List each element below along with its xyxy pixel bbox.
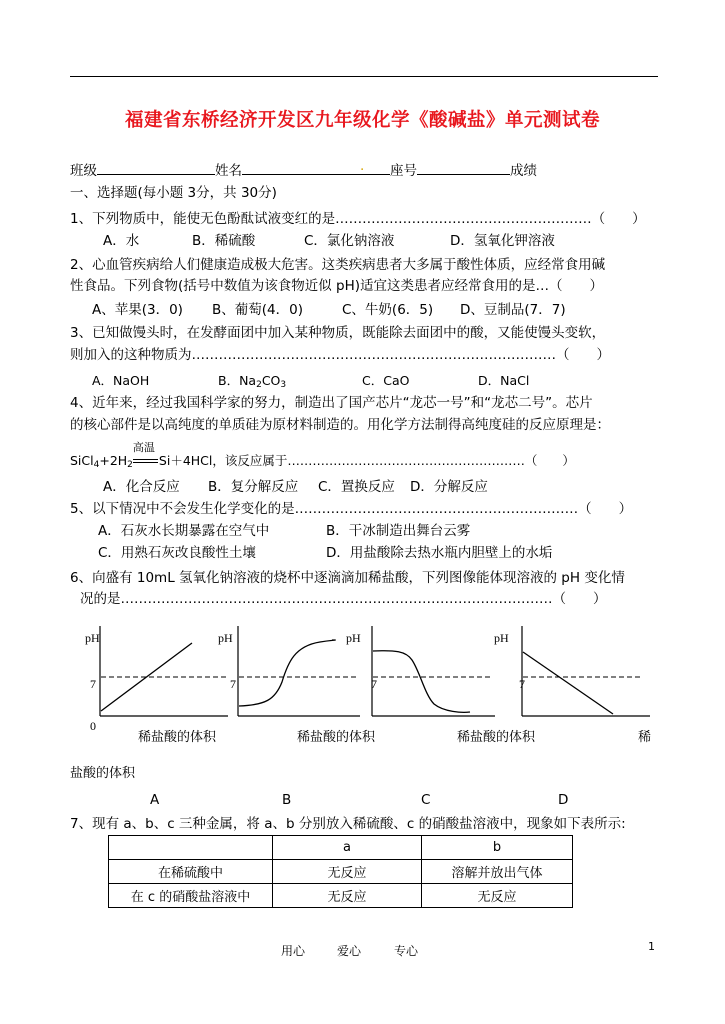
graph-a-ylabel: pH xyxy=(85,631,100,645)
score-label: 成绩 xyxy=(510,163,537,179)
q3-option-d[interactable]: D．NaCl xyxy=(478,373,530,388)
class-field[interactable] xyxy=(97,161,215,175)
table-cell: 溶解并放出气体 xyxy=(422,860,573,884)
graph-letter-d[interactable]: D xyxy=(558,792,569,808)
q3-b-sub2: 2 xyxy=(256,380,262,390)
q6-stem-line1: 6、向盛有 10mL 氢氧化钠溶液的烧杯中逐滴滴加稀盐酸，下列图像能体现溶液的 pH 变化情 xyxy=(70,570,625,586)
graph-a-xlabel: 稀盐酸的体积 xyxy=(138,730,217,745)
q4-option-c[interactable]: C．置换反应 xyxy=(318,479,395,495)
stray-dot: . xyxy=(360,158,365,174)
eq-sicl: SiCl xyxy=(70,453,94,468)
q3-option-c[interactable]: C．CaO xyxy=(362,373,410,388)
observation-table xyxy=(108,835,573,908)
q7-stem: 7、现有 a、b、c 三种金属，将 a、b 分别放入稀硫酸、c 的硝酸盐溶液中，现象如下表所示: xyxy=(70,816,626,832)
table-row xyxy=(109,884,573,908)
q3-option-b[interactable] xyxy=(218,371,286,390)
graph-a[interactable] xyxy=(85,626,228,730)
graph-d[interactable] xyxy=(494,626,650,716)
graph-c-seven: 7 xyxy=(371,677,377,691)
section-heading: 一、选择题(每小题 3分，共 30分) xyxy=(70,185,277,201)
q4-option-a[interactable]: A．化合反应 xyxy=(103,479,180,495)
class-label: 班级 xyxy=(70,163,97,179)
eq-sub2: 2 xyxy=(127,460,133,470)
q2-stem-line2: 性食品。下列食物(括号中数值为该食物近似 pH)适宜这类患者应经常食用的是…（ ） xyxy=(70,278,604,294)
q3-stem-line1: 3、已知做馒头时，在发酵面团中加入某种物质，既能除去面团中的酸，又能使馒头变软， xyxy=(70,325,606,341)
graph-c-xlabel: 稀盐酸的体积 xyxy=(457,730,536,745)
q2-option-c[interactable]: C、牛奶(6．5) xyxy=(342,302,434,318)
graph-d-xlabel-end: 盐酸的体积 xyxy=(70,766,136,781)
q1-stem: 1、下列物质中，能使无色酚酞试液变红的是…………………………………………………（ ） xyxy=(70,211,646,227)
table-cell: 在稀硫酸中 xyxy=(109,860,273,884)
eq-right: Si＋4HCl，该反应属于…………………………………………………（ ） xyxy=(158,453,575,468)
table-header-row xyxy=(109,836,573,860)
q2-stem-line1: 2、心血管疾病给人们健康造成极大危害。这类疾病患者大多属于酸性体质，应经常食用碱 xyxy=(70,257,606,273)
seat-field[interactable] xyxy=(417,161,510,175)
q4-option-d[interactable]: D．分解反应 xyxy=(410,479,488,495)
name-label: 姓名 xyxy=(215,163,242,179)
graph-a-seven: 7 xyxy=(90,677,96,691)
header-rule xyxy=(70,76,658,77)
q2-option-a[interactable]: A、苹果(3．0) xyxy=(92,302,183,318)
q1-option-d[interactable]: D．氢氧化钾溶液 xyxy=(450,233,555,249)
info-line xyxy=(70,158,537,181)
footer-left: 用心 xyxy=(281,944,306,958)
q5-option-c[interactable]: C．用熟石灰改良酸性土壤 xyxy=(98,545,256,561)
q3-b-co: CO xyxy=(261,373,281,388)
graph-letter-a[interactable]: A xyxy=(150,792,160,808)
eq-h2: +2H xyxy=(99,453,128,468)
q1-option-b[interactable]: B．稀硫酸 xyxy=(192,233,256,249)
page-number: 1 xyxy=(648,940,655,953)
q4-stem-line2: 的核心部件是以高纯度的单质硅为原材料制造的。用化学方法制得高纯度硅的反应原理是： xyxy=(70,417,610,433)
graph-b-xlabel: 稀盐酸的体积 xyxy=(297,730,376,745)
q5-option-a[interactable]: A．石灰水长期暴露在空气中 xyxy=(98,523,270,539)
table-header-cell: a xyxy=(273,836,422,860)
q4-equation xyxy=(70,441,575,470)
graph-b[interactable] xyxy=(218,626,360,716)
eq-sub4: 4 xyxy=(93,460,100,470)
ph-graphs xyxy=(70,620,665,730)
q1-option-a[interactable]: A．水 xyxy=(103,233,140,249)
q3-option-a[interactable]: A．NaOH xyxy=(92,373,150,388)
name-field[interactable] xyxy=(242,158,390,175)
q2-option-b[interactable]: B、葡萄(4．0) xyxy=(212,302,303,318)
graph-a-zero: 0 xyxy=(90,719,96,730)
q3-b-sub3: 3 xyxy=(280,380,287,390)
graph-c[interactable] xyxy=(346,626,495,716)
graph-letter-b[interactable]: B xyxy=(282,792,292,808)
table-row xyxy=(109,860,573,884)
q5-option-d[interactable]: D．用盐酸除去热水瓶内胆壁上的水垢 xyxy=(326,545,553,561)
q2-option-d[interactable]: D、豆制品(7．7) xyxy=(460,302,566,318)
seat-label: 座号 xyxy=(390,163,417,179)
footer-right: 专心 xyxy=(394,944,419,958)
graph-b-seven: 7 xyxy=(230,677,236,691)
table-header-cell: b xyxy=(422,836,573,860)
table-cell: 无反应 xyxy=(273,884,422,908)
graph-c-ylabel: pH xyxy=(346,631,361,645)
graph-d-xlabel-start: 稀 xyxy=(638,730,652,745)
q1-option-c[interactable]: C．氯化钠溶液 xyxy=(304,233,395,249)
table-cell: 无反应 xyxy=(273,860,422,884)
eq-arrow xyxy=(132,441,159,465)
q4-option-b[interactable]: B．复分解反应 xyxy=(208,479,299,495)
graph-letter-c[interactable]: C xyxy=(421,792,431,808)
table-header-cell xyxy=(109,836,273,860)
table-cell: 无反应 xyxy=(422,884,573,908)
q5-stem: 5、以下情况中不会发生化学变化的是………………………………………………………（ ） xyxy=(70,501,633,517)
q5-option-b[interactable]: B．干冰制造出舞台云雾 xyxy=(326,523,471,539)
q6-stem-line2: 况的是……………………………………………………………………………………（ ） xyxy=(80,591,607,607)
graph-d-ylabel: pH xyxy=(494,631,509,645)
page-title: 福建省东桥经济开发区九年级化学《酸碱盐》单元测试卷 xyxy=(124,110,600,131)
q3-stem-line2: 则加入的这种物质为………………………………………………………………………（ ） xyxy=(70,347,610,363)
q4-stem-line1: 4、近年来，经过我国科学家的努力，制造出了国产芯片“龙芯一号”和“龙芯二号”。芯片 xyxy=(70,395,593,411)
eq-condition: 高温 xyxy=(132,441,155,454)
table-cell: 在 c 的硝酸盐溶液中 xyxy=(109,884,273,908)
footer-mid: 爱心 xyxy=(337,944,362,958)
graph-d-seven: 7 xyxy=(519,677,525,691)
q3-b-na: B．Na xyxy=(218,373,257,388)
graph-b-ylabel: pH xyxy=(218,631,233,645)
